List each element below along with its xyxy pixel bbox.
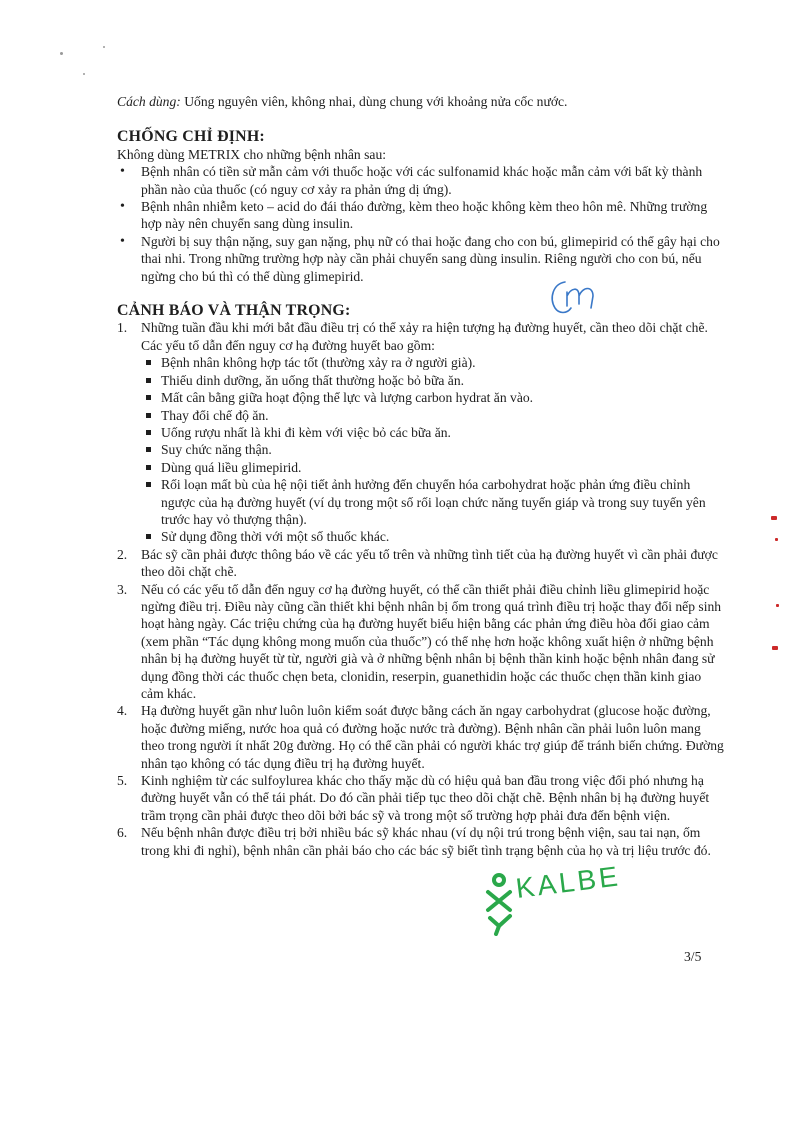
warning-item-3 — [117, 581, 727, 703]
kalbe-figure-icon — [484, 870, 518, 936]
risk-factor-item: Sử dụng đồng thời với một số thuốc khác. — [141, 528, 727, 545]
margin-mark — [776, 604, 779, 607]
warning-item-4 — [117, 702, 727, 772]
scan-speck — [83, 73, 85, 75]
warning-item-2 — [117, 546, 727, 581]
usage-line — [117, 93, 727, 110]
risk-factor-item: Uống rượu nhất là khi đi kèm với việc bỏ các bữa ăn. — [141, 424, 727, 441]
scan-speck — [103, 46, 105, 48]
scan-speck — [60, 52, 63, 55]
kalbe-logo-text: KALBE — [514, 860, 623, 904]
warnings-title: CẢNH BÁO VÀ THẬN TRỌNG: — [117, 302, 351, 320]
document-body — [117, 93, 727, 859]
risk-factor-item: Rối loạn mất bù của hệ nội tiết ảnh hưởng đến chuyển hóa carbohydrat hoặc phản ứng điều chỉnh ngược của hạ đường huyết (ví dụ trong một số rối loạn chức năng tuyến giáp và trong suy tuyến yên trước hay vỏ thượng thận). — [141, 476, 727, 528]
kalbe-stamp — [484, 860, 644, 936]
warning-number: 5. — [117, 773, 128, 789]
risk-factor-list — [141, 354, 727, 545]
risk-factor-item: Thiếu dinh dưỡng, ăn uống thất thường hoặc bỏ bữa ăn. — [141, 372, 727, 389]
risk-factor-item: Dùng quá liều glimepirid. — [141, 459, 727, 476]
contraindications-title: CHỐNG CHỈ ĐỊNH: — [117, 128, 265, 146]
section-spacer — [117, 285, 727, 302]
warning-text: Những tuần đầu khi mới bắt đầu điều trị có thể xảy ra hiện tượng hạ đường huyết, cần theo dõi chặt chẽ. Các yếu tố dẫn đến nguy cơ hạ đường huyết bao gồm: — [141, 320, 708, 353]
warning-number: 6. — [117, 825, 128, 841]
warning-text: Nếu có các yếu tố dẫn đến nguy cơ hạ đường huyết, có thể cần thiết phải điều chỉnh liều glimepirid hoặc ngừng điều trị. Điều này cũng cần thiết khi bệnh nhân bị ốm trong quá trình điều trị hoặc thay đổi nếp sinh hoạt hàng ngày. Các triệu chứng của hạ đường huyết biểu hiện bằng các phản ứng điều hòa đối giao cảm (xem phần “Tác dụng không mong muốn của thuốc”) có thể nhẹ hơn hoặc không xuất hiện ở những bệnh nhân bị hạ đường huyết từ từ, người già và ở những bệnh nhân bị bệnh thần kinh hoặc bệnh nhân đang sử dụng đồng thời các thuốc chẹn beta, clonidin, reserpin, guanethidin hoặc các thuốc chẹn thần kinh giao cảm khác. — [141, 581, 722, 701]
usage-text: Uống nguyên viên, không nhai, dùng chung với khoảng nửa cốc nước. — [180, 94, 568, 109]
warning-text: Nếu bệnh nhân được điều trị bởi nhiều bác sỹ khác nhau (ví dụ nội trú trong bệnh viện, sau tai nạn, ốm trong khi đi nghỉ), bệnh nhân cần phải báo cho các bác sỹ biết tình trạng bệnh của họ và trị liệu trước đó. — [141, 825, 711, 858]
risk-factor-item: Mất cân bằng giữa hoạt động thể lực và lượng carbon hydrat ăn vào. — [141, 389, 727, 406]
page-number: 3/5 — [684, 949, 702, 964]
warning-text: Hạ đường huyết gần như luôn luôn kiểm soát được bằng cách ăn ngay carbohydrat (glucose hoặc đường, hoặc đường miếng, nước hoa quả có đường hoặc nước trà đường). Bệnh nhân cần phải luôn luôn mang theo trong người ít nhất 20g đường. Họ có thể cần phải có người khác trợ giúp để tránh biến chứng. Đường nhân tạo không có tác dụng điều trị hạ đường huyết. — [141, 703, 724, 771]
warning-item-5 — [117, 772, 727, 824]
warning-item-1 — [117, 319, 727, 545]
warning-number: 1. — [117, 320, 128, 336]
warning-text: Bác sỹ cần phải được thông báo về các yếu tố trên và những tình tiết của hạ đường huyết vì cần phải được theo dõi chặt chẽ. — [141, 546, 718, 580]
contraindications-list — [117, 163, 727, 285]
margin-mark — [771, 516, 777, 520]
margin-mark — [772, 646, 778, 650]
contraindication-item: • Người bị suy thận nặng, suy gan nặng, phụ nữ có thai hoặc đang cho con bú, glimepirid có thể gây hại cho thai nhi. Trong những trường hợp này cần phải chuyển sang dùng insulin. Riêng người cho con bú, nếu ngừng cho bú thì có thể dùng glimepirid. — [117, 233, 727, 285]
contraindication-item: • Bệnh nhân có tiền sử mẫn cảm với thuốc hoặc với các sulfonamid khác hoặc mẫn cảm với bất kỳ thành phần nào của thuốc (có nguy cơ xảy ra phản ứng dị ứng). — [117, 163, 727, 198]
warning-item-6 — [117, 824, 727, 859]
margin-mark — [775, 538, 778, 541]
contraindication-item: • Bệnh nhân nhiễm keto – acid do đái tháo đường, kèm theo hoặc không kèm theo hôn mê. Những trường hợp này nên chuyển sang dùng insulin. — [117, 198, 727, 233]
warnings-list — [117, 319, 727, 859]
contraindications-intro: Không dùng METRIX cho những bệnh nhân sau: — [117, 146, 387, 162]
warning-number: 4. — [117, 703, 128, 719]
warning-number: 2. — [117, 546, 128, 562]
risk-factor-item: Thay đổi chế độ ăn. — [141, 407, 727, 424]
usage-label: Cách dùng: — [117, 94, 181, 109]
warning-number: 3. — [117, 581, 128, 597]
risk-factor-item: Bệnh nhân không hợp tác tốt (thường xảy ra ở người già). — [141, 354, 727, 371]
warning-text: Kinh nghiệm từ các sulfoylurea khác cho thấy mặc dù có hiệu quả ban đầu trong việc đối phó nhưng hạ đường huyết vẫn có thể tái phát. Do đó cần phải tiếp tục theo dõi chặt chẽ. Bệnh nhân bị hạ đường huyết trầm trọng cần phải được theo dõi bởi bác sỹ và trong một số trường hợp phải đưa đến bệnh viện. — [141, 773, 710, 823]
risk-factor-item: Suy chức năng thận. — [141, 441, 727, 458]
signature-mark — [545, 268, 601, 320]
